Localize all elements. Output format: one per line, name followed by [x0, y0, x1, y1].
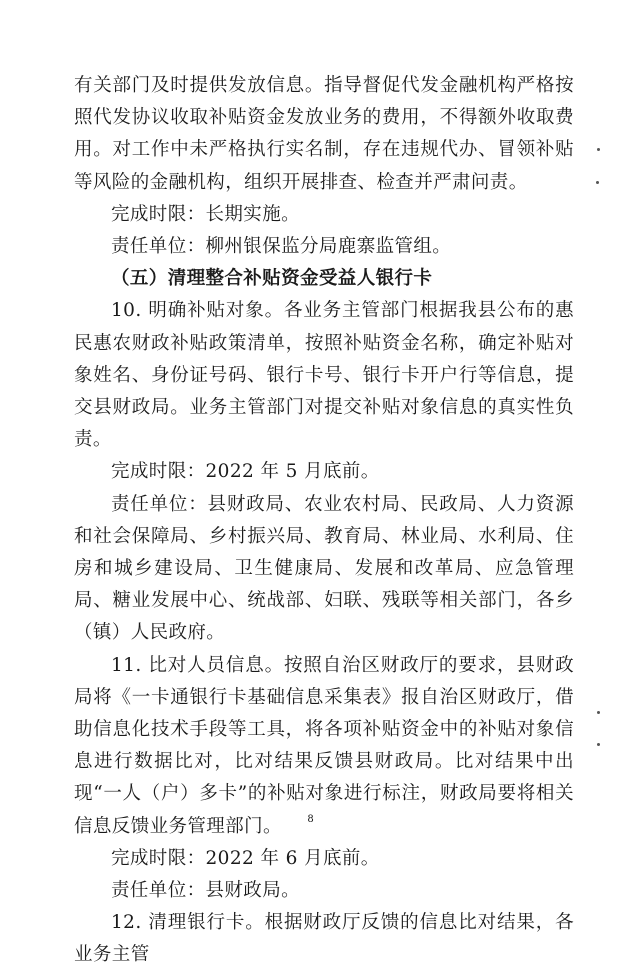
- scan-speck: [596, 181, 599, 184]
- paragraph-1: 有关部门及时提供发放信息。指导督促代发金融机构严格按照代发协议收取补贴资金发放业务的费用，不得额外收取费用。对工作中未严格执行实名制，存在违规代办、冒领补贴等风险的金融机构，组织开展排查、检查并严肃问责。: [74, 75, 574, 193]
- scan-speck: [597, 148, 600, 151]
- paragraph-responsible-1: 责任单位：柳州银保监分局鹿寨监管组。: [111, 236, 452, 258]
- paragraph-item-10: 10. 明确补贴对象。各业务主管部门根据我县公布的惠民惠农财政补贴政策清单，按照补贴资金名称，确定补贴对象姓名、身份证号码、银行卡号、银行卡开户行等信息，提交县财政局。业务主管部门对提交补贴对象信息的真实性负责。: [74, 300, 574, 451]
- paragraph-item-12: 12. 清理银行卡。根据财政厅反馈的信息比对结果，各业务主管: [74, 912, 574, 966]
- paragraph-deadline-2: 完成时限：2022 年 5 月底前。: [111, 461, 380, 483]
- paragraph-responsible-3: 责任单位：县财政局。: [111, 880, 301, 902]
- section-heading: （五）清理整合补贴资金受益人银行卡: [111, 268, 433, 290]
- paragraph-deadline-1: 完成时限：长期实施。: [111, 203, 301, 225]
- body-text: [74, 70, 574, 972]
- paragraph-deadline-3: 完成时限：2022 年 6 月底前。: [111, 847, 380, 869]
- paragraph-item-11: 11. 比对人员信息。按照自治区财政厅的要求，县财政局将《一卡通银行卡基础信息采集表》报自治区财政厅，借助信息化技术手段等工具，将各项补贴资金中的补贴对象信息进行数据比对，比对结果反馈县财政局。比对结果中出现“一人（户）多卡”的补贴对象进行标注，财政局要将相关信息反馈业务管理部门。: [74, 654, 574, 837]
- scan-speck: [597, 711, 600, 714]
- scan-speck: [597, 743, 600, 746]
- page-number: 8: [307, 814, 314, 825]
- paragraph-responsible-2: 责任单位：县财政局、农业农村局、民政局、人力资源和社会保障局、乡村振兴局、教育局、林业局、水利局、住房和城乡建设局、卫生健康局、发展和改革局、应急管理局、糖业发展中心、统战部、妇联、残联等相关部门，各乡（镇）人民政府。: [74, 493, 574, 644]
